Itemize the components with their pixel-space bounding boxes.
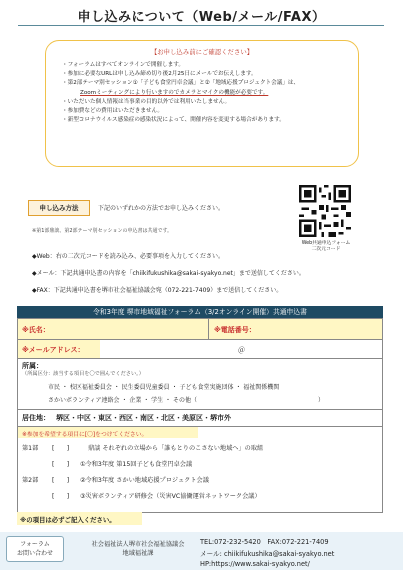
part1-item: 鼎談 それぞれの立場から「誰もとりのこさない地域へ」の取組 xyxy=(88,445,264,452)
affil-close: ） xyxy=(318,397,325,404)
part2-checkbox-3[interactable]: [ ] xyxy=(52,493,70,500)
notice-item: Zoomミーティングにより行いますのでカメラとマイクの機能が必要です。 xyxy=(80,89,269,96)
contact-tel-fax: TEL:072-232-5420 FAX:072-221-7409 xyxy=(200,538,329,546)
method-fax: ◆FAX：下記共通申込書を堺市社会福祉協議会宛（072-221-7409）まで送信してください。 xyxy=(32,287,283,294)
affil-note: （所属区分：該当する項目を〇で囲んでください。） xyxy=(22,371,144,377)
org-name: 社会福祉法人堺市社会福祉協議会 xyxy=(91,541,185,548)
badge-line: お問い合わせ xyxy=(16,550,53,557)
affil-options-1[interactable]: 市民 ・ 校区福祉委員会 ・ 民生委員児童委員 ・ 子ども食堂実施団体 ・ 福祉関係機関 xyxy=(48,384,280,391)
part2-item-3: ③災害ボランティア研修会（災害VC協働運営ネットワーク会議） xyxy=(80,493,261,500)
phone-label: ※電話番号： xyxy=(214,326,256,334)
row-divider xyxy=(208,319,209,339)
name-label: ※氏名： xyxy=(22,326,50,334)
notice-item: ・参加に必要なURLは申し込み締め切り後2月25日にメールでお伝えします。 xyxy=(62,71,257,78)
qr-caption xyxy=(290,241,362,253)
org-dept: 地域福祉課 xyxy=(122,550,154,557)
apply-method-desc: 下記のいずれかの方法でお申し込みください。 xyxy=(98,205,225,212)
notice-box xyxy=(45,40,359,167)
form-row-name xyxy=(17,318,383,340)
ward-label: 居住地： xyxy=(22,414,50,422)
notice-heading: 【お申し込み前にご確認ください】 xyxy=(150,48,254,56)
title-underline xyxy=(18,25,384,26)
notice-list xyxy=(46,61,358,125)
qr-code-icon[interactable] xyxy=(299,185,351,237)
form-row-ward xyxy=(17,409,383,427)
part1-checkbox[interactable]: [ ] xyxy=(52,445,70,452)
join-note: ※参加を希望する項目に[〇]をつけてください。 xyxy=(22,432,148,438)
notice-item: ・第2部テーマ別セッション①「子ども食堂円卓会議」と②「地域応援プロジェクト会議」は、 xyxy=(62,80,300,87)
phone-input[interactable] xyxy=(283,322,378,337)
email-input[interactable] xyxy=(108,342,373,357)
badge-line: フォーラム xyxy=(20,541,50,548)
apply-note: ※第1部鼎談、第2部テーマ別セッションの申込書は共通です。 xyxy=(32,228,173,234)
ward-options[interactable]: 堺区・中区・東区・西区・南区・北区・美原区・堺市外 xyxy=(56,414,231,422)
form-row-email xyxy=(17,339,383,359)
affil-label: 所属： xyxy=(22,362,43,370)
affil-options-2[interactable]: さかいボランティア連絡会 ・ 企業 ・ 学生 ・ その他（ xyxy=(48,397,197,404)
part2-item-1: ①令和3年度 第15回子ども食堂円卓会議 xyxy=(80,461,193,468)
form-title: 令和3年度 堺市地域福祉フォーラム（3/2オンライン開催）共通申込書 xyxy=(17,306,383,318)
part2-checkbox-1[interactable]: [ ] xyxy=(52,461,70,468)
required-note: ※の項目は必ずご記入ください。 xyxy=(20,516,116,524)
notice-item: ・いただいた個人情報は当事業の目的以外では利用いたしません。 xyxy=(62,98,231,105)
part1-label: 第1部 xyxy=(22,445,39,452)
part2-label: 第2部 xyxy=(22,477,39,484)
name-input[interactable] xyxy=(68,322,203,337)
form-row-affiliation xyxy=(17,358,383,410)
part2-item-2: ②令和3年度 さかい地域応援プロジェクト会議 xyxy=(80,477,209,484)
form-row-sessions xyxy=(17,426,383,513)
apply-method-label: 申し込み方法 xyxy=(28,200,90,216)
contact-hp[interactable]: HP:https://www.sakai-syakyo.net/ xyxy=(200,560,310,568)
qr-caption-line: 二次元コード xyxy=(311,247,341,253)
notice-item: ・参加費などの費用はいただきません。 xyxy=(62,108,164,115)
contact-mail[interactable]: メール: chiikifukushika@sakai-syakyo.net xyxy=(200,550,335,558)
notice-item: ・新型コロナウイルス感染症の感染状況によって、開催内容を変更する場合があります。 xyxy=(62,117,285,124)
page-title: 申し込みについて（Web/メール/FAX） xyxy=(77,10,326,25)
email-label: ※メールアドレス： xyxy=(22,346,85,354)
contact-badge xyxy=(6,536,64,562)
method-mail: ◆メール：下記共通申込書の内容を「chiikifukushika@sakai-syakyo.net」まで送信してください。 xyxy=(32,270,305,277)
qr-caption-line: Web共通申込フォーム xyxy=(301,241,351,246)
part2-checkbox-2[interactable]: [ ] xyxy=(52,477,70,484)
organization xyxy=(78,540,198,558)
notice-item: ・フォーラムはすべてオンラインで開催します。 xyxy=(62,62,184,68)
email-at: ＠ xyxy=(238,346,245,354)
method-web: ◆Web：右の二次元コードを読み込み、必要事項を入力してください。 xyxy=(32,253,225,260)
